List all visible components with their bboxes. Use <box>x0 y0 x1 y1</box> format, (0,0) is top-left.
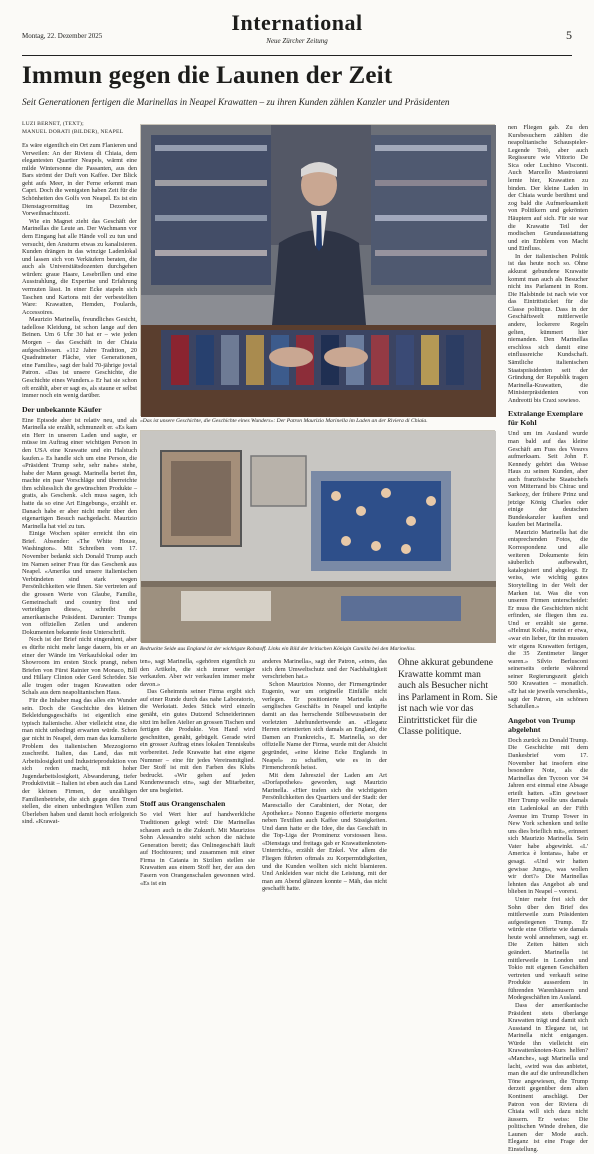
paragraph: Maurizio Marinella, freundliches Gesicht, tadellose Kleidung, ist schon lange auf den Beinen. Um 6 Uhr 30 hat er – wie jeden Morgen – das Geschäft in der Chiaia aufgeschlossen. «112 Jahre Tradition, 20 Quadratmeter Fläche, vier Generationen, eine Familie», sagt der bald 70-jährige jovial Patron. «Das ist unsere Geschichte, die Geschichte eines Wunders.» Er hat sie schon oft erzählt, aber er sagt es, als staune er selbst immer noch ein wenig darüber. <box>22 316 137 400</box>
article-headline: Immun gegen die Launen der Zeit <box>22 62 393 89</box>
article-column-4 <box>508 124 588 1153</box>
paragraph: ten», sagt Marinella, «gehören eigentlich zu den Artikeln, die sich immer weniger verkaufen. Aber wir verkaufen immer mehr davon.» <box>140 658 255 688</box>
page-number: 5 <box>566 28 572 42</box>
paragraph: In der italienischen Politik ist das heute noch so. Ohne akkurat gebundene Krawatte kommt man auch als Besucher nicht ins Parlament in Rom. Die Halsbinde ist nach wie vor das Eintrittsticket für die Classe politique. Dass in der Geschäftswelt mittlerweile andere, lockerere Regeln gelten, kümmert hier niemanden. Den Marinellas erschloss sich damit eine einflussreiche Kundschaft. Sämtliche italienischen Staatspräsidenten seit der Gründung der Republik tragen Marinella-Krawatten, die Ministerpräsidenten von Andreotti bis Craxi sowieso. <box>508 252 588 404</box>
paragraph: Es wäre eigentlich ein Ort zum Flanieren und Verweilen: An der Riviera di Chiaia, dem elegantesten Quartier Neapels, wärmt eine milde Wintersonne die Passanten, aus den Bars strömt der Duft von Kaffee. Der Blick geht aufs Meer, in der Ferne erkennt man Capri. Doch die wenigsten haben Zeit für die Schönheiten des Golfs von Neapel. Es ist ein Dienstagvormittag im Dezember, Vorweihnachtszeit. <box>22 142 137 218</box>
paragraph: Dass der amerikanische Präsident stets überlange Krawatten trägt und damit sich Ausstand in Eleganz ist, ist Marinella nicht entgangen. Würde ihn vielleicht ein Krawattenknoten-Kurs helfen? «Manche», sagt Marinella und lacht, «wird was das anbietet, man die auf die unfreundlichen Töne angewiesen, die Trump derzeit gegenüber dem alten Kontinent anschlägt. Der Patron von der Riviera di Chiaia will sich dazu nicht äussern. Er weiss: Die politischen Winde drehen, die Launen der Mode auch. Eleganz ist eine Frage der Einstellung. <box>508 1002 588 1153</box>
article-subhead: Seit Generationen fertigen die Marinellas in Neapel Krawatten – zu ihren Kunden zählen Kanzler und Präsidenten <box>22 98 450 108</box>
photo-caption-1: «Das ist unsere Geschichte, die Geschichte eines Wunders»: Der Patron Maurizio Marinella im Laden an der Riviera di Chiaia. <box>140 418 428 424</box>
paragraph: So viel Wert hier auf handwerkliche Traditionen gelegt wird: Die Marinellas schauen auch in die Zukunft. Mit Maurizios Sohn Alessandro steht schon die nächste Generation bereit; das Onlinegeschäft läuft auf Hochtouren; und zusammen mit einer Firma in Catania in Sizilien stellen sie Krawatten aus einem Stoff her, der aus den Fasern von Orangenschalen gewonnen wird. «Es ist ein <box>140 811 255 887</box>
paragraph: Maurizio Marinella hat die entsprechenden Fotos, die Korrespondenz und alle weiteren Dokumente fein säuberlich aufbewahrt, katalogisiert und abgelegt. Er weiss, wie wichtig gutes Storytelling in der Welt der Marken ist. Was die von unseren Firmen unterscheidet: Er muss die Geschichten nicht erfinden, sie fliegen ihm zu. Und er erzählt sie gerne. «Helmut Kohl», meint er etwa, «war ein lieber, für ihn mussten wir eigens Krawatten fertigen, die 35 Zentimeter länger waren.» Silvio Berlusconi seinerseits orderte während seiner Regierungszeit gleich 500 Krawatten – monatlich. «Er hat sie jeweils verschenkt», sagt der Patron, «in schönen Schatullen.» <box>508 528 588 711</box>
article-column-3 <box>262 658 387 893</box>
photo-silk-atelier-image <box>141 431 496 643</box>
article-column-2 <box>140 658 255 887</box>
paragraph: Doch zurück zu Donald Trump. Die Geschichte mit dem Dankesbrief vom 17. November hat insofern eine besondere Note, als die Marinellas den Tycoon vor 34 Jahren erst einmal eine Absage erteilt hatten. «Ein gewisser Herr Trump wollte uns damals ein Ladenlokal an der Fifth Avenue im Trump Tower in New York schenken und teilte uns dies brieflich mit», erinnert sich Maurizio Marinella. Sein Vater habe abgewinkt. «L' America è lontana», habe er gesagt. «Und wir hatten gewisse Jungs», was wollen wir dort?» Die Marinellas lehnten das Angebot ab und blieben in Neapel – vorerst. <box>508 736 588 896</box>
paragraph: Unter mehr frei sich der Sohn über den Brief des mittlerweile zum Präsidenten aufgestiegenen Trump. Er würde eine Offerte wie damals heute wohl annehmen, sagt er. Die Zeiten hätten sich geändert. Marinella ist mittlerweile in London und Tokio mit eigenen Geschäften vertreten und verkauft seine Produkte ausserdem in führenden Warenhäusern und Modegeschäften im Ausland. <box>508 895 588 1002</box>
photo-silk-atelier <box>140 430 495 642</box>
paragraph: Einige Wochen später erreicht ihn ein Brief. Absender: «The White House, Washington». Mit Schreiben vom 17. November bedankt sich Donald Trump auch im Namen seiner Frau für das Geschenk aus Neapel. «Amerika und unsere italienischen Verbündeten sind stark wegen Persönlichkeiten wie Ihnen. Sie vertreten auf die grossen Werte von Glaube, Familie, Gemeinschaft und country first und verteidigen diese», schreibt der amerikanische Präsident. Darunter: Trumps von offiziellen Zeilen und anderen Dokumenten bekannte feste Unterschrift. <box>22 530 137 636</box>
paragraph: Für die Inhaber mag das alles ein Wunder sein. Doch die Geschichte des kleinen Bekleidungsgeschäfts ist eigentlich eine typisch italienische. Aber vielleicht eine, die man nicht unbedingt erwarten würde. Schon gar nicht in Neapel, dem man das kumulierte Problem des italienischen Mezzogiorno zuschreibt. Italien, das Land, das mit Arbeitslosigkeit und Industrieproduktion von sich reden macht, mit hoher Jugendarbeitslosigkeit, Abwanderung, tiefer Produktivität – Italien ist eben auch das Land der kleinen Firmen, der unzähligen Familienbetriebe, die sich gegen den Trend stellen, die einen unbedingten Willen zum Überleben haben und damit hoch erfolgreich sind. «Krawat- <box>22 697 137 826</box>
section-title: International <box>231 10 363 35</box>
photo-caption-2: Bedruckte Seide aus England ist der wichtigste Rohstoff. Links ein Bild der britischen Königin Camilla bei den Marinellas. <box>140 646 416 652</box>
subheading: Extralange Exemplare für Kohl <box>508 409 583 428</box>
paragraph: Noch ist der Brief nicht eingerahmt, aber es dürfte nicht mehr lange dauern, bis er an einer der Wände im Verkaufslokal oder im Showroom im ersten Stock prangt, neben Briefen von Fürst Rainier von Monaco, Bill und Hillary Clinton oder Gerd Schröder. Sie alle trugen oder tragen Krawatten oder Schals aus dem neapolitanischen Haus. <box>22 636 137 697</box>
image-credit: MANUEL DORATI (BILDER), NEAPEL <box>22 129 124 135</box>
masthead-rule <box>22 55 572 56</box>
subheading: Angebot von Trump abgelehnt <box>508 715 576 734</box>
newspaper-name: Neue Zürcher Zeitung <box>266 37 328 45</box>
byline <box>22 120 137 136</box>
subheading: Der unbekannte Käufer <box>22 404 102 414</box>
paragraph: Eine Episode aber ist relativ neu, und als Marinella sie erzählt, schmunzelt er. «Es kam ein Herr in unseren Laden und sagte, er müsse im Auftrag einer wichtigen Person in den USA eine Krawatte und ein Halstuch kaufen.» Es handle sich um eine Person, die «Präsident Trump sehr, sehr nahe» stehe, habe der Mann gesagt. Marinella beriet ihn, machte ein paar Vorschläge und überreichte ihm schliesslich die gewünschten Produkte – gratis, als Geschenk. «Ich muss sagen, ich hatte da so eine Art Eingebung», erzählt er. Danach habe er aber nicht mehr über den eigenartigen Besuch nachgedacht. Maurizio Marinella hat viel zu tun. <box>22 416 137 530</box>
photo-tie-shop <box>140 124 495 416</box>
photo-tie-shop-image <box>141 125 496 417</box>
issue-date: Montag, 22. Dezember 2025 <box>22 32 103 40</box>
paragraph: anderes Marinella», sagt der Patron, «eines, das sich dem Umweltschutz und der Nachhaltigkeit verschrieben hat.» <box>262 658 387 681</box>
paragraph: Schon Maurizios Nonno, der Firmengründer Eugenio, war um originelle Einfälle nicht verlegen. Er positionierte Marinella als «englisches Geschäft» in Neapel und knüpfte damit an das herrschende Stilbewusstsein der vorletzten Jahrhundertwende an. «Eleganz Herren orientierten sich damals an England, die Damen an Frankreich», E. Marinella, so der offizielle Name der Firma, wurde mit der Absicht gegründet, «eine kleine Ecke Englands in Neapel» zu schaffen, wie es in der Firmenchronik heisst. <box>262 680 387 772</box>
masthead <box>22 8 572 64</box>
pull-quote: Ohne akkurat gebundene Krawatte kommt man auch als Besucher nicht ins Parlament in Rom. Sie ist nach wie vor das Eintrittsticket für die Classe politique. <box>398 658 498 737</box>
paragraph: nen Fliegen gab. Zu den Kursbesuchern zählten die neapolitanische Schauspieler-Legende Totò, aber auch Regisseure wie Vittorio De Sica oder Luchino Visconti. Auch Marcello Mastroianni lernte hier, Krawatten zu binden. Der kleine Laden in der Chiaia wurde berühmt und zog bald die Aufmerksamkeit von Politikern und gekrönten Häuptern auf sich. Für sie war die Krawatte Teil der modischen Grundausstattung und ein Emblem von Macht und Einfluss. <box>508 124 588 253</box>
text-credit: LUZI BERNET, (TEXT); <box>22 121 84 127</box>
paragraph: Das Geheimnis seiner Firma ergibt sich auf einer Runde durch das nahe Laboratorio, die Werkstatt. Jedes Stück wird einzeln genäht, ein gutes Dutzend Schneiderinnen sitzt im hellen Atelier an grossen Tischen und fertigen die Produkte. Von Hand wird geschnitten, genäht, gebügelt. Gerade wird ein grosser Auftrag eines lokalen Tenniskubs vorbereitet. Jede Krawatte hat eine eigene Nummer – eine für jedes Vereinsmitglied. Der Stoff ist mit den Farben des Klubs bedruckt. «Wir gehen auf jeden Kundenwunsch ein», sagt der Mitarbeiter, der uns begleitet. <box>140 688 255 794</box>
paragraph: Wie ein Magnet zieht das Geschäft der Marinellas die Leute an. Der Wachmann vor dem Eingang hat alle Hände voll zu tun und versucht, den Ansturm etwas zu kanalisieren. Kunden drängen in das winzige Ladenlokal und lassen sich von Verkäufern beraten, die auch als Universitätsdozenten durchgehen würden: graue Haare, Lesebrillen und eine Ausstrahlung, die Expertise und Erfahrung vermuten lässt. In einer Ecke stapeln sich Taschen und Kartons mit der verbestellten Ware: Krawatten, Hemden, Foulards, Accessoires. <box>22 217 137 316</box>
subheading: Stoff aus Orangenschalen <box>140 799 226 809</box>
paragraph: Mit dem Jahresziel der Laden am Art «Dorfapotheke» geworden, sagt Maurizio Marinella. «Hier trafen sich die wichtigsten Persönlichkeiten des Quartiers und der Stadt: der Maresciallo der Carabinieri, der Notar, der Apotheker.» Nonno Eugenio offerierte morgens neben Textilien auch Kaffee und Süssigkeiten. Und dann hatte er die Idee, die das Geschäft in die Top-Liga der Prominenz vorstossen liess. «Dienstags und freitags gab er Krawattenknoten-Unterricht», erzählt der Enkel. Vor allem die Fliegen führten oftmals zu Korpermüdigkeiten, und die Kunden wollten sich nicht blamieren. Und Ankleiden war nicht die Leistung, mit der man am Abend glänzen konnte – Mäh, das nicht geschafft hatte. <box>262 771 387 893</box>
paragraph: Und um im Ausland wurde man bald auf das kleine Geschäft am Fuss des Vesuvs aufmerksam. Seit John F. Kennedy gehört das Weisse Haus zu seinen Kunden, aber auch französische Staatschefs von Mitterrand bis Chirac und Sarkozy, der frühere Prinz und jetzige König Charles oder einige der deutschen Bundeskanzler kauften und kaufen bei Marinella. <box>508 430 588 529</box>
article-column-1 <box>22 142 137 866</box>
